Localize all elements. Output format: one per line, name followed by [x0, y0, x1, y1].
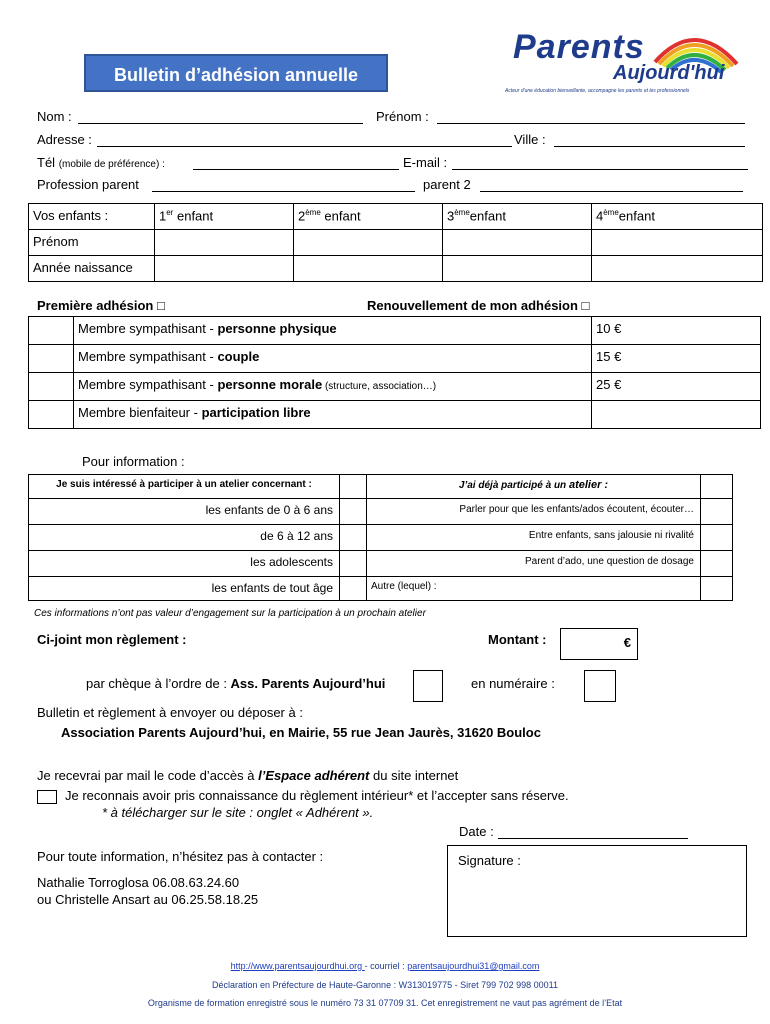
membership-option: [74, 373, 592, 401]
membership-checkbox[interactable]: [29, 317, 74, 345]
cheque-payee: Ass. Parents Aujourd’hui: [230, 676, 386, 691]
email-link[interactable]: parentsaujourdhui31@gmail.com: [407, 961, 540, 971]
first-membership-option[interactable]: Première adhésion □: [37, 298, 165, 313]
membership-table: [28, 316, 761, 429]
membership-checkbox[interactable]: [29, 345, 74, 373]
option-suffix: (structure, association…): [322, 381, 437, 392]
interest-header: Je suis intéressé à participer à un atelier concernant :: [29, 475, 340, 499]
send-label: Bulletin et règlement à envoyer ou déposer à :: [37, 705, 303, 720]
workshop-checkbox[interactable]: [701, 499, 733, 525]
parent2-field[interactable]: [480, 191, 743, 192]
signature-label: Signature :: [458, 853, 521, 868]
cheque-prefix: par chèque à l’ordre de :: [86, 676, 231, 691]
child-sup: ème: [454, 208, 470, 217]
rules-checkbox[interactable]: [37, 790, 57, 804]
child-num: 2: [298, 208, 306, 224]
age-option: de 6 à 12 ans: [29, 525, 340, 551]
child-label: enfant: [469, 208, 506, 224]
footer-links: [0, 961, 770, 971]
workshop-checkbox[interactable]: [701, 577, 733, 601]
age-option: les enfants de tout âge: [29, 577, 340, 601]
membership-option: [74, 345, 592, 373]
child-label: enfant: [618, 208, 655, 224]
profession-field[interactable]: [152, 191, 415, 192]
numeraire-label: en numéraire :: [471, 676, 555, 691]
annee-row-label: Année naissance: [29, 256, 155, 282]
logo-tagline: Acteur d'une éducation bienveillante, accompagne les parents et les professionnels: [505, 88, 690, 94]
website-link[interactable]: http://www.parentsaujourdhui.org: [230, 961, 365, 971]
nom-label: Nom :: [37, 109, 72, 124]
child-sup: ème: [603, 208, 619, 217]
renewal-option[interactable]: Renouvellement de mon adhésion □: [367, 298, 590, 313]
option-prefix: Membre sympathisant -: [78, 321, 218, 336]
info-disclaimer: Ces informations n’ont pas valeur d’engagement sur la participation à un prochain atelier: [34, 608, 426, 619]
option-bold: personne morale: [217, 377, 323, 392]
membership-checkbox[interactable]: [29, 401, 74, 429]
membership-price: 10 €: [592, 317, 761, 345]
child-col-3: [443, 204, 592, 230]
cheque-label: [86, 676, 385, 691]
access-info: [37, 768, 458, 783]
children-header: Vos enfants :: [29, 204, 155, 230]
rules-text: Je reconnais avoir pris connaissance du règlement intérieur* et l’accepter sans réserve.: [65, 788, 569, 803]
option-bold: participation libre: [201, 405, 311, 420]
logo: [505, 22, 745, 97]
tel-note: (mobile de préférence) :: [58, 159, 165, 170]
currency-symbol: €: [623, 635, 631, 650]
membership-price: 25 €: [592, 373, 761, 401]
association-address: Association Parents Aujourd’hui, en Mairie, 55 rue Jean Jaurès, 31620 Bouloc: [61, 725, 541, 740]
child-prenom-cell[interactable]: [592, 230, 763, 256]
option-prefix: Membre sympathisant -: [78, 349, 218, 364]
children-table: [28, 203, 763, 282]
footer-registration: Organisme de formation enregistré sous le numéro 73 31 07709 31. Cet enregistrement ne vaut pas agrément de l’Etat: [147, 998, 623, 1008]
workshop-checkbox[interactable]: [701, 525, 733, 551]
child-prenom-cell[interactable]: [155, 230, 294, 256]
prenom-row-label: Prénom: [29, 230, 155, 256]
child-annee-cell[interactable]: [155, 256, 294, 282]
nom-field[interactable]: [78, 123, 363, 124]
membership-option: [74, 317, 592, 345]
contact-title: Pour toute information, n’hésitez pas à contacter :: [37, 849, 324, 864]
option-bold: personne physique: [217, 321, 337, 336]
contact-person-1: Nathalie Torroglosa 06.08.63.24.60: [37, 875, 240, 890]
footer-sep: - courriel :: [364, 961, 408, 971]
workshop-checkbox[interactable]: [701, 551, 733, 577]
child-col-1: [155, 204, 294, 230]
cheque-checkbox[interactable]: [413, 670, 443, 702]
child-prenom-cell[interactable]: [294, 230, 443, 256]
child-col-2: [294, 204, 443, 230]
date-label: Date :: [459, 824, 494, 839]
age-option: les enfants de 0 à 6 ans: [29, 499, 340, 525]
email-label: E-mail :: [403, 155, 448, 170]
participated-header-a: J’ai déjà participé à un: [458, 480, 569, 491]
tel-text: Tél: [37, 155, 56, 170]
child-annee-cell[interactable]: [294, 256, 443, 282]
age-option: les adolescents: [29, 551, 340, 577]
numeraire-checkbox[interactable]: [584, 670, 616, 702]
child-prenom-cell[interactable]: [443, 230, 592, 256]
child-sup: er: [166, 208, 174, 217]
child-num: 1: [159, 208, 167, 224]
ville-field[interactable]: [554, 146, 745, 147]
membership-checkbox[interactable]: [29, 373, 74, 401]
form-title: Bulletin d’adhésion annuelle: [84, 54, 388, 92]
logo-sub: Aujourd'hui: [613, 62, 725, 84]
child-col-4: [592, 204, 763, 230]
option-prefix: Membre bienfaiteur -: [78, 405, 202, 420]
adresse-field[interactable]: [97, 146, 512, 147]
age-checkbox[interactable]: [340, 499, 367, 525]
workshop-option: Entre enfants, sans jalousie ni rivalité: [367, 525, 701, 551]
option-prefix: Membre sympathisant -: [78, 377, 218, 392]
workshop-table: [28, 474, 733, 601]
info-title: Pour information :: [82, 454, 185, 469]
interest-checkbox[interactable]: [340, 475, 367, 499]
montant-label: Montant :: [488, 632, 547, 647]
date-field[interactable]: [498, 838, 688, 839]
child-sup: ème: [305, 208, 321, 217]
membership-price: [592, 401, 761, 429]
age-checkbox[interactable]: [340, 525, 367, 551]
profession-label: Profession parent: [37, 177, 139, 192]
child-annee-cell[interactable]: [592, 256, 763, 282]
prenom-label: Prénom :: [376, 109, 429, 124]
membership-price: 15 €: [592, 345, 761, 373]
tel-label: [37, 155, 165, 170]
prenom-field[interactable]: [437, 123, 745, 124]
montant-field[interactable]: [560, 628, 638, 660]
child-annee-cell[interactable]: [443, 256, 592, 282]
workshop-other[interactable]: Autre (lequel) :: [367, 577, 701, 601]
adresse-label: Adresse :: [37, 132, 92, 147]
age-checkbox[interactable]: [340, 551, 367, 577]
child-label: enfant: [176, 208, 214, 224]
logo-main: Parents: [513, 28, 645, 66]
payment-label: Ci-joint mon règlement :: [37, 632, 187, 647]
participated-header-b: atelier :: [568, 479, 609, 491]
child-num: 3: [447, 208, 455, 224]
workshop-option: Parler pour que les enfants/ados écoutent, écouter…: [367, 499, 701, 525]
access-text-b: l’Espace adhérent: [258, 768, 370, 783]
footer-declaration: Déclaration en Préfecture de Haute-Garonne : W313019775 - Siret 799 702 998 00011: [211, 980, 559, 990]
email-field[interactable]: [452, 169, 748, 170]
contact-person-2: ou Christelle Ansart au 06.25.58.18.25: [37, 892, 259, 907]
option-bold: couple: [217, 349, 260, 364]
child-num: 4: [596, 208, 604, 224]
parent2-label: parent 2: [423, 177, 471, 192]
rules-note: * à télécharger sur le site : onglet « Adhérent ».: [102, 805, 374, 820]
age-checkbox[interactable]: [340, 577, 367, 601]
access-text-a: Je recevrai par mail le code d’accès à: [37, 768, 259, 783]
participated-checkbox[interactable]: [701, 475, 733, 499]
workshop-option: Parent d’ado, une question de dosage: [367, 551, 701, 577]
ville-label: Ville :: [514, 132, 546, 147]
tel-field[interactable]: [193, 169, 399, 170]
signature-box[interactable]: [447, 845, 747, 937]
access-text-c: du site internet: [369, 768, 459, 783]
participated-header: [367, 475, 701, 499]
membership-option: [74, 401, 592, 429]
child-label: enfant: [324, 208, 361, 224]
